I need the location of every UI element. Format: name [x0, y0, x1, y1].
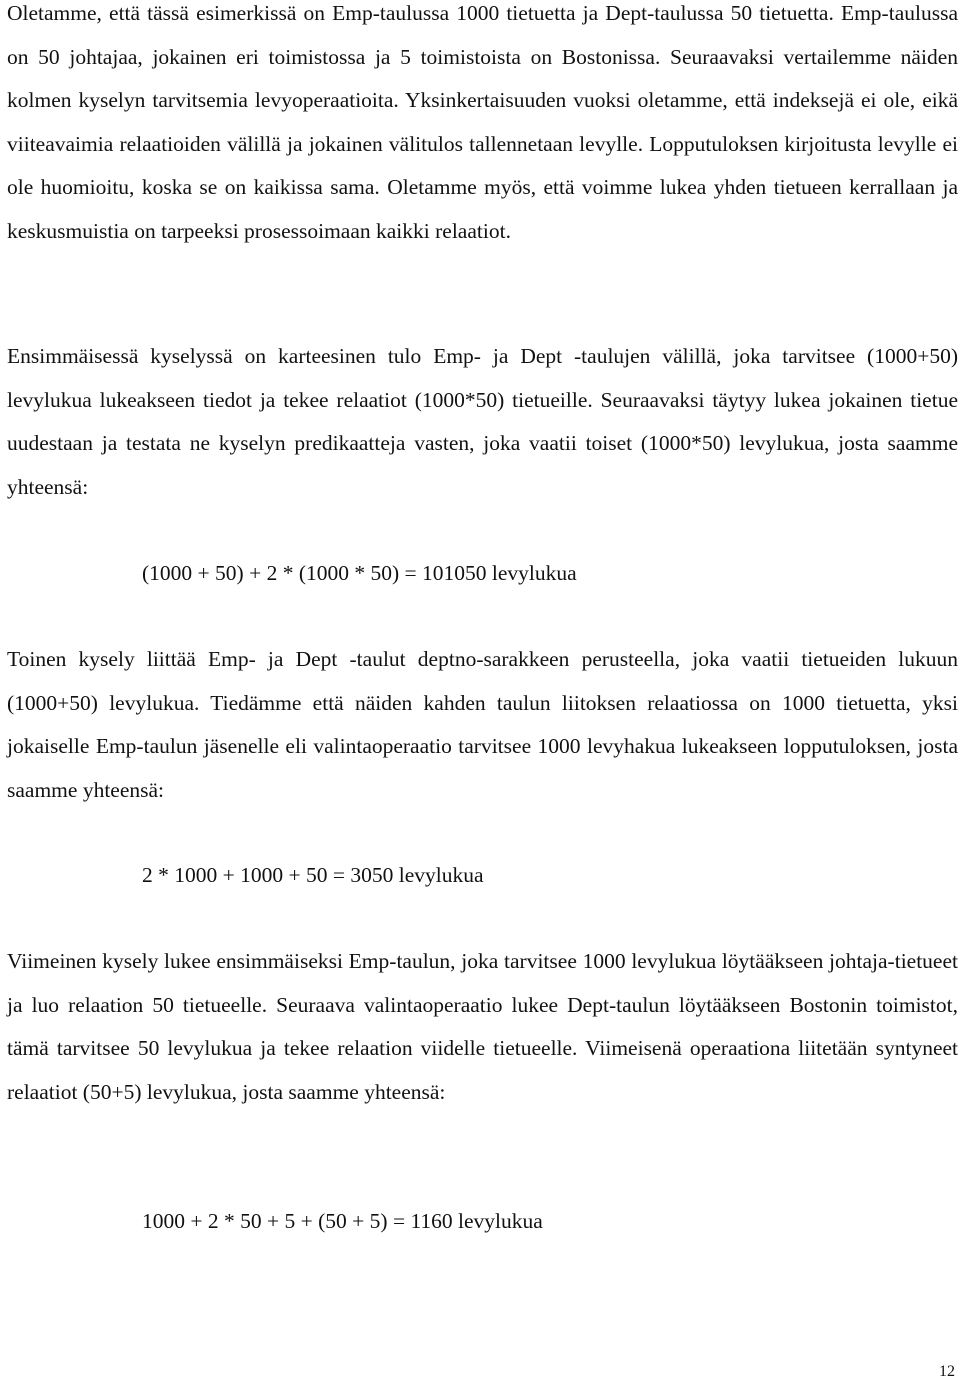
paragraph-second-query: Toinen kysely liittää Emp- ja Dept -taulut deptno-sarakkeen perusteella, joka vaatii tietueiden lukuun (1000+50) levylukua. Tiedämme että näiden kahden taulun liitoksen relaatiossa on 1000 tietuetta, yksi jokaiselle Emp-taulun jäsenelle eli valintaoperaatio tarvitsee 1000 levyhakua lukeakseen lopputuloksen, josta saamme yhteensä: [7, 647, 958, 802]
paragraph-third-query: Viimeinen kysely lukee ensimmäiseksi Emp-taulun, joka tarvitsee 1000 levylukua löytääkseen johtaja-tietueet ja luo relaation 50 tietueelle. Seuraava valintaoperaatio lukee Dept-taulun löytääkseen Bostonin toimistot, tämä tarvitsee 50 levylukua ja tekee relaation viidelle tietueelle. Viimeisenä operaationa liitetään syntyneet relaatiot (50+5) levylukua, josta saamme yhteensä: [7, 949, 958, 1104]
formula-second-query-total: 2 * 1000 + 1000 + 50 = 3050 levylukua [142, 863, 484, 887]
formula-third-query-total: 1000 + 2 * 50 + 5 + (50 + 5) = 1160 levylukua [142, 1209, 543, 1233]
page-number: 12 [939, 1363, 955, 1380]
paragraph-first-query: Ensimmäisessä kyselyssä on karteesinen tulo Emp- ja Dept -taulujen välillä, joka tarvitsee (1000+50) levylukua lukeakseen tiedot ja tekee relaatiot (1000*50) tietueille. Seuraavaksi täytyy lukea jokainen tietue uudestaan ja testata ne kyselyn predikaatteja vasten, joka vaatii toiset (1000*50) levylukua, josta saamme yhteensä: [7, 344, 958, 499]
formula-first-query-total: (1000 + 50) + 2 * (1000 * 50) = 101050 levylukua [142, 561, 577, 585]
paragraph-intro: Oletamme, että tässä esimerkissä on Emp-taulussa 1000 tietuetta ja Dept-taulussa 50 tietuetta. Emp-taulussa on 50 johtajaa, jokainen eri toimistossa ja 5 toimistoista on Bostonissa. Seuraavaksi vertailemme näiden kolmen kyselyn tarvitsemia levyoperaatioita. Yksinkertaisuuden vuoksi oletamme, että indeksejä ei ole, eikä viiteavaimia relaatioiden välillä ja jokainen välitulos tallennetaan levylle. Lopputuloksen kirjoitusta levylle ei ole huomioitu, koska se on kaikissa sama. Oletamme myös, että voimme lukea yhden tietueen kerrallaan ja keskusmuistia on tarpeeksi prosessoimaan kaikki relaatiot. [7, 1, 958, 243]
